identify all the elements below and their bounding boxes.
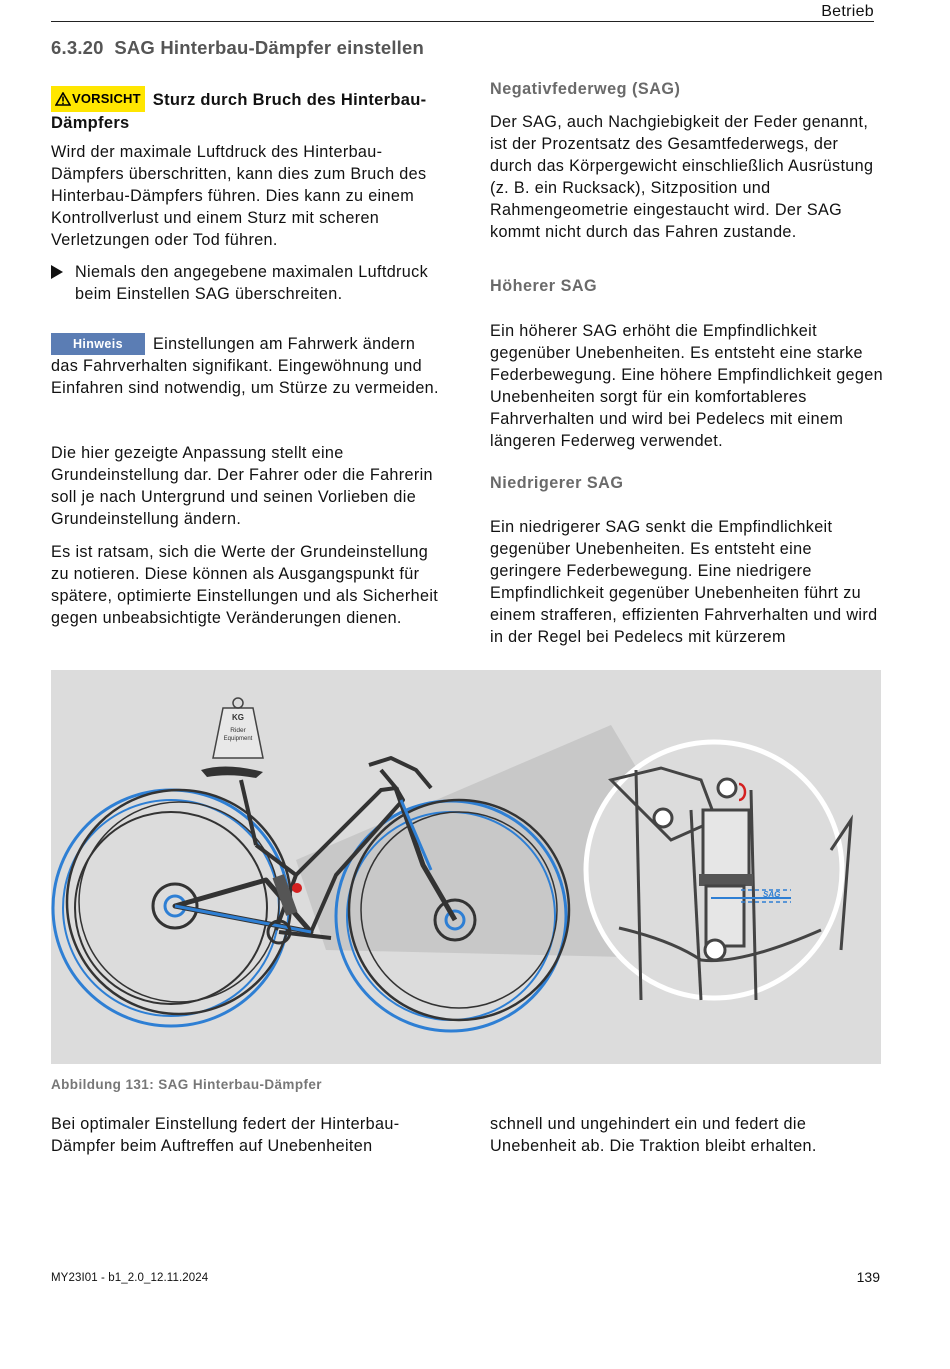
paragraph-bottom-left: Bei optimaler Einstellung federt der Hinterbau-Dämpfer beim Auftreffen auf Unebenheiten [51,1115,400,1156]
paragraph-basic-setting: Die hier gezeigte Anpassung stellt eine Grundeinstellung dar. Der Fahrer oder die Fahrerin soll je nach Untergrund und seinen Vorlieben die Grundeinstellung ändern. [51,444,433,529]
warning-action-text: Niemals den angegebene maximalen Luftdruck beim Einstellen SAG überschreiten. [75,263,429,304]
warning-title-text: Sturz durch Bruch des Hinterbau-Dämpfers [51,91,427,132]
section-heading: SAG Hinterbau-Dämpfer einstellen [114,37,424,58]
warning-triangle-icon [55,92,71,106]
paragraph-negative-travel: Der SAG, auch Nachgiebigkeit der Feder genannt, ist der Prozentsatz des Gesamtfederwegs, der durch das Körpergewicht einschließlich Ausrüstung (z. B. ein Rucksack), Sitzposition und Rahmengeometrie eingestaucht wird. Der SAG kommt nicht durch das Fahren zustande. [490,113,874,242]
bullet-arrow-icon [51,265,63,279]
page-number: 139 [856,1269,880,1285]
hint-block [51,333,446,399]
header-rule [51,21,874,22]
bike-illustration [51,670,881,1064]
rider-weight-icon [213,698,263,758]
hint-badge: Hinweis [51,333,145,355]
hint-text: Einstellungen am Fahrwerk ändern das Fahrverhalten signifikant. Eingewöhnung und Einfahren sind notwendig, um Stürze zu vermeiden. [51,335,439,398]
subheading-negative-travel: Negativfederweg (SAG) [490,80,681,98]
paragraph-bottom-right: schnell und ungehindert ein und federt die Unebenheit ab. Die Traktion bleibt erhalten. [490,1115,817,1156]
warning-badge-label: VORSICHT [72,91,141,106]
warning-body: Wird der maximale Luftdruck des Hinterbau-Dämpfers überschritten, kann dies zum Bruch des Hinterbau-Dämpfers führen. Dies kann zu einem Kontrollverlust und einem Sturz mit scheren Verletzungen oder Tod führen. [51,143,427,250]
figure-caption: Abbildung 131: SAG Hinterbau-Dämpfer [51,1077,322,1092]
detail-zoom [586,742,851,1000]
figure-sag-illustration [51,670,881,1064]
paragraph-note-values: Es ist ratsam, sich die Werte der Grundeinstellung zu notieren. Diese können als Ausgangspunkt für spätere, optimierte Einstellungen und als Sicherheit gegen unbeabsichtigte Veränderungen dienen. [51,543,439,628]
warning-action [51,261,451,305]
warning-title [51,86,451,134]
paragraph-lower-sag: Ein niedrigerer SAG senkt die Empfindlichkeit gegenüber Unebenheiten. Es entsteht eine geringere Federbewegung. Eine niedrigere Empfindlichkeit gegenüber Unebenheiten führt zu einem strafferen, effizienten Fahrverhalten und wird in der Regel bei Pedelecs mit kürzerem [490,518,878,647]
weight-label-kg: KG [232,713,244,722]
weight-label-equipment: Equipment [223,736,253,742]
weight-label-rider: Rider [230,727,246,734]
section-title [51,37,424,59]
section-label: Betrieb [821,3,874,20]
saddle [201,766,263,778]
subheading-lower-sag: Niedrigerer SAG [490,474,624,492]
sag-label: SAG [763,890,781,899]
warning-badge [51,86,145,112]
section-number: 6.3.20 [51,37,104,58]
footer-doc-id: MY23I01 - b1_2.0_12.11.2024 [51,1272,209,1284]
subheading-higher-sag: Höherer SAG [490,277,598,295]
paragraph-higher-sag: Ein höherer SAG erhöht die Empfindlichkeit gegenüber Unebenheiten. Es entsteht eine starke Federbewegung. Eine höhere Empfindlichkeit gegen Unebenheiten sorgt für ein komfortableres Fahrverhalten und wird bei Pedelecs mit einem längeren Federweg verwendet. [490,322,883,451]
rear-wheel [53,790,291,1026]
